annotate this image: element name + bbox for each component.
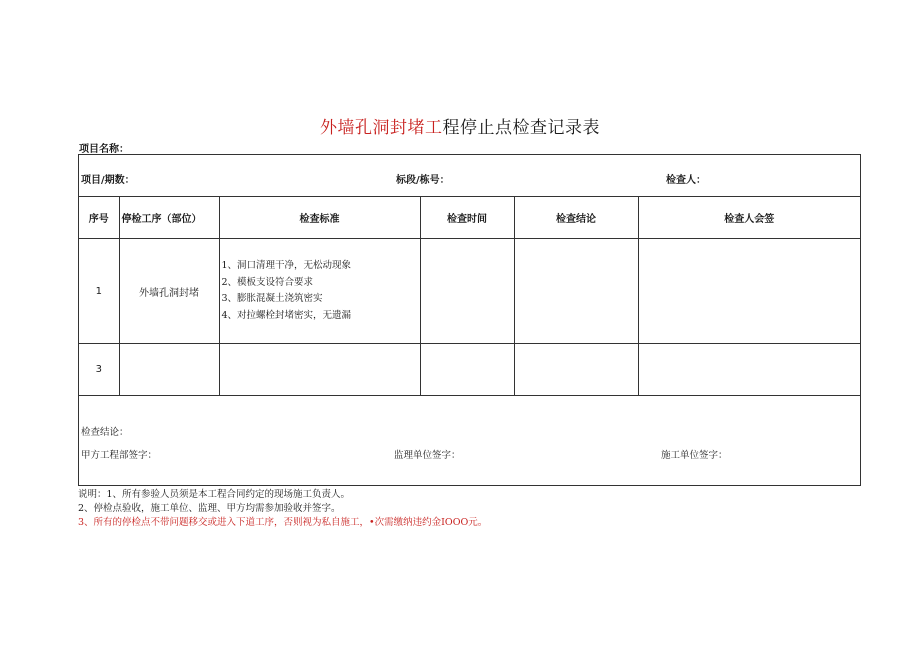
header-standard: 检查标准 — [219, 197, 420, 239]
row-process-cell: 外墙孔洞封堵 — [119, 239, 219, 344]
standard-item: 2、模板支设符合要求 — [221, 276, 314, 288]
row-result-cell[interactable] — [514, 239, 638, 344]
info-row — [79, 155, 860, 197]
row-time-cell[interactable] — [420, 344, 514, 396]
table-header-row — [79, 197, 860, 239]
header-time: 检查时间 — [420, 197, 514, 239]
standard-item: 4、对拉螺栓封堵密实，无遗漏 — [221, 309, 352, 321]
inspector-label: 检查人： — [666, 175, 706, 186]
header-process: 停检工序（部位） — [119, 197, 219, 239]
header-no: 序号 — [79, 197, 119, 239]
notes-section — [78, 488, 487, 530]
note-item: 2、停检点验收，施工单位、监理、甲方均需参加验收并签字。 — [78, 503, 341, 514]
table-row — [79, 239, 860, 344]
inspection-table — [79, 197, 860, 396]
header-signoff: 检查人会签 — [638, 197, 860, 239]
row-standard-cell[interactable] — [219, 344, 420, 396]
party-a-signature-label: 甲方工程部签字： — [81, 450, 158, 461]
standard-item: 1、洞口清理干净，无松动现象 — [221, 260, 352, 271]
note-item: 说明：1、所有参验人员须是本工程合同约定的现场施工负责人。 — [78, 489, 351, 500]
table-row — [79, 344, 860, 396]
row-no-cell: 1 — [79, 239, 119, 344]
project-name-label: 项目名称： — [79, 144, 129, 155]
row-signoff-cell[interactable] — [638, 344, 860, 396]
row-signoff-cell[interactable] — [638, 239, 860, 344]
contractor-signature-label: 施工单位签字： — [661, 450, 728, 461]
section-building-label: 标段/栋号： — [396, 175, 450, 186]
row-no-cell: 3 — [79, 344, 119, 396]
standard-item: 3、膨胀混凝土浇筑密实 — [221, 293, 323, 304]
conclusion-label: 检查结论： — [81, 427, 129, 438]
row-result-cell[interactable] — [514, 344, 638, 396]
title-red-part: 外墙孔洞封堵工 — [320, 118, 443, 138]
row-process-cell[interactable] — [119, 344, 219, 396]
supervisor-signature-label: 监理单位签字： — [394, 450, 461, 461]
row-standard-cell — [219, 239, 420, 344]
title-black-part: 程停止点检查记录表 — [442, 118, 600, 138]
project-period-label: 项目/期数： — [81, 175, 135, 186]
header-result: 检查结论 — [514, 197, 638, 239]
document-title — [0, 113, 920, 138]
note-item: 3、所有的停检点不带问题移交或进入下道工序，否则视为私自施工，•次需缴纳违约金IOOO元。 — [78, 517, 488, 528]
row-time-cell[interactable] — [420, 239, 514, 344]
conclusion-section — [79, 396, 860, 485]
inspection-sheet — [78, 154, 861, 486]
